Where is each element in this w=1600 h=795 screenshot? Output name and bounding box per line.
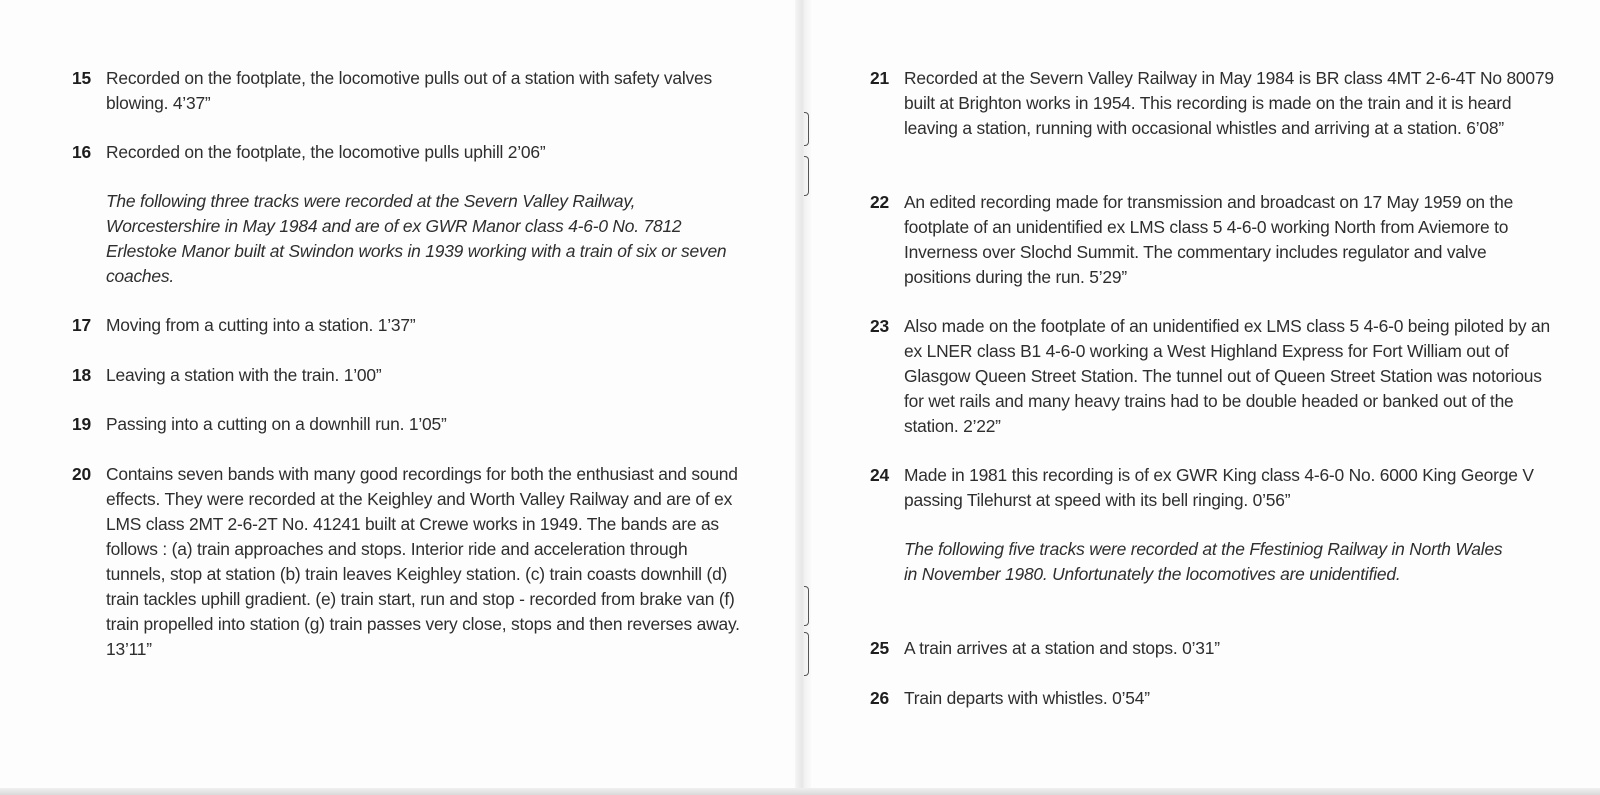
track-description: Contains seven bands with many good recordings for both the enthusiast and sound effects. They were recorded at the Keighley and Worth Valley Railway and are of ex LMS class 2MT 2-6-2T No. 41241 built at Crewe works in 1949. The bands are as follows : (a) train approaches and stops. Interior ride and acceleration through tunnels, stop at station (b) train leaves Keighley station. (c) train coasts downhill (d) train tackles uphill gradient. (e) train start, run and stop - recorded from brake van (f) train propelled into station (g) train passes very close, stops and then reverses away. 13’11”	[106, 464, 740, 659]
track-entry	[72, 140, 746, 165]
staple-mark	[804, 156, 809, 196]
track-description: Leaving a station with the train. 1’00”	[106, 365, 382, 385]
track-entry	[870, 686, 1554, 711]
track-entry	[72, 412, 746, 437]
track-entry	[72, 66, 746, 116]
staple-mark	[804, 632, 809, 676]
track-number: 19	[72, 414, 91, 434]
track-number: 25	[870, 638, 889, 658]
track-entry	[870, 463, 1554, 513]
track-number: 18	[72, 365, 91, 385]
track-number: 26	[870, 688, 889, 708]
track-number: 21	[870, 68, 889, 88]
track-number: 20	[72, 464, 91, 484]
track-entry	[870, 190, 1554, 290]
track-number: 17	[72, 315, 91, 335]
section-note: The following five tracks were recorded at the Ffestiniog Railway in North Wales in November 1980. Unfortunately the locomotives are unidentified.	[904, 539, 1503, 584]
section-note: The following three tracks were recorded at the Severn Valley Railway, Worcestershire in May 1984 and are of ex GWR Manor class 4-6-0 No. 7812 Erlestoke Manor built at Swindon works in 1939 working with a train of six or seven coaches.	[106, 191, 727, 286]
track-description: Also made on the footplate of an unidentified ex LMS class 5 4-6-0 being piloted by an ex LNER class B1 4-6-0 working a West Highland Express for Fort William out of Glasgow Queen Street Station. The tunnel out of Queen Street Station was notorious for wet rails and many heavy trains had to be double headed or banked out of the station. 2’22”	[904, 316, 1551, 436]
track-description: Passing into a cutting on a downhill run. 1’05”	[106, 414, 447, 434]
track-description: Recorded at the Severn Valley Railway in May 1984 is BR class 4MT 2-6-4T No 80079 built at Brighton works in 1954. This recording is made on the train and it is heard leaving a station, running with occasional whistles and arriving at a station. 6’08”	[904, 68, 1554, 138]
track-description: Made in 1981 this recording is of ex GWR King class 4-6-0 No. 6000 King George V passing Tilehurst at speed with its bell ringing. 0’56”	[904, 465, 1534, 510]
track-description: Recorded on the footplate, the locomotive pulls out of a station with safety valves blowing. 4’37”	[106, 68, 712, 113]
staple-mark	[804, 586, 809, 626]
track-number: 22	[870, 192, 889, 212]
track-entry	[72, 462, 746, 662]
staple-mark	[804, 112, 809, 146]
track-entry	[870, 314, 1554, 439]
track-number: 23	[870, 316, 889, 336]
track-number: 15	[72, 68, 91, 88]
track-number: 24	[870, 465, 889, 485]
track-number: 16	[72, 142, 91, 162]
track-description: Recorded on the footplate, the locomotive pulls uphill 2’06”	[106, 142, 546, 162]
track-entry	[72, 313, 746, 338]
track-description: Train departs with whistles. 0’54”	[904, 688, 1150, 708]
track-entry	[72, 363, 746, 388]
track-entry	[870, 66, 1554, 141]
page-bottom-edge	[0, 788, 1600, 795]
track-description: Moving from a cutting into a station. 1’37”	[106, 315, 416, 335]
track-description: A train arrives at a station and stops. 0’31”	[904, 638, 1220, 658]
track-entry	[870, 636, 1554, 661]
track-description: An edited recording made for transmission and broadcast on 17 May 1959 on the footplate of an unidentified ex LMS class 5 4-6-0 working North from Aviemore to Inverness over Slochd Summit. The commentary includes regulator and valve positions during the run. 5’29”	[904, 192, 1514, 287]
